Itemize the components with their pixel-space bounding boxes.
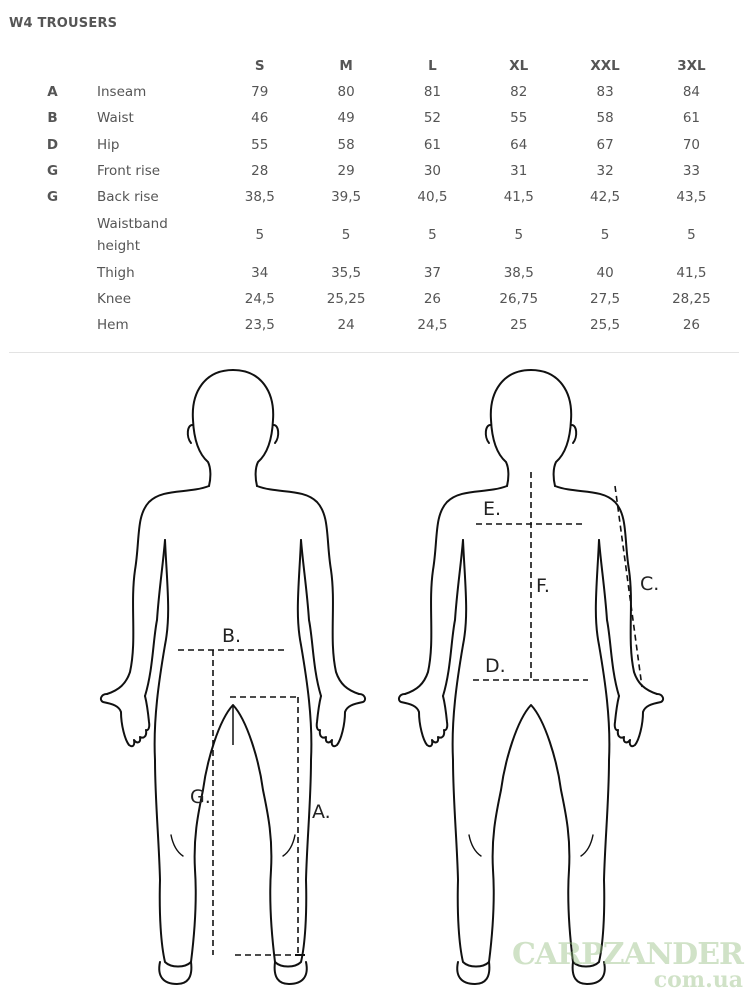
label-g: G. <box>190 786 211 808</box>
table-row-thigh <box>28 259 740 285</box>
value-cell: 42,5 <box>590 189 621 206</box>
label-d: D. <box>485 655 506 677</box>
table-row-front-rise <box>28 158 740 184</box>
value-cell: 28 <box>251 163 269 180</box>
value-cell: 55 <box>510 110 528 127</box>
table-row-waist <box>28 105 740 131</box>
value-cell: 41,5 <box>676 264 707 281</box>
page-title: W4 TROUSERS <box>9 16 118 31</box>
value-cell: 39,5 <box>331 189 362 206</box>
size-header-s: S <box>254 57 265 74</box>
header-name-blank <box>77 52 222 79</box>
table-row-hip <box>28 132 740 158</box>
value-cell: 25,5 <box>590 317 621 334</box>
measure-name-line2: height <box>97 237 141 254</box>
size-header-row <box>28 52 740 79</box>
label-f: F. <box>536 575 550 597</box>
value-cell: 23,5 <box>244 317 275 334</box>
size-header-3xl: 3XL <box>677 57 706 74</box>
measure-code <box>28 259 77 285</box>
value-cell: 67 <box>596 136 614 153</box>
value-cell: 49 <box>337 110 355 127</box>
value-cell: 5 <box>255 226 265 243</box>
watermark-logo <box>511 937 743 993</box>
value-cell: 38,5 <box>503 264 534 281</box>
value-cell: 24,5 <box>244 290 275 307</box>
size-header-xxl: XXL <box>590 57 620 74</box>
watermark-line2: com.ua <box>653 967 743 993</box>
measurement-diagram <box>0 355 755 1000</box>
value-cell: 83 <box>596 84 614 101</box>
measure-code: D <box>46 136 59 153</box>
measure-code: B <box>47 110 58 127</box>
value-cell: 40 <box>596 264 614 281</box>
measure-name <box>77 210 222 259</box>
value-cell: 52 <box>423 110 442 127</box>
value-cell: 26 <box>423 290 442 307</box>
size-chart-table <box>28 52 740 338</box>
label-b: B. <box>222 625 242 647</box>
value-cell: 70 <box>682 136 701 153</box>
table-row-knee <box>28 286 740 312</box>
value-cell: 24,5 <box>417 317 448 334</box>
value-cell: 64 <box>510 136 528 153</box>
measure-code <box>28 286 77 312</box>
value-cell: 41,5 <box>503 189 534 206</box>
table-row-waistband-height <box>28 210 740 259</box>
measure-name: Knee <box>97 290 132 307</box>
value-cell: 31 <box>510 163 528 180</box>
label-e: E. <box>483 498 502 520</box>
value-cell: 5 <box>514 226 524 243</box>
value-cell: 79 <box>251 84 269 101</box>
value-cell: 5 <box>428 226 437 243</box>
value-cell: 37 <box>423 264 442 281</box>
value-cell: 43,5 <box>676 189 707 206</box>
table-row-hem <box>28 312 740 338</box>
value-cell: 5 <box>341 226 351 243</box>
measure-name: Waist <box>97 110 134 127</box>
value-cell: 58 <box>337 136 355 153</box>
value-cell: 26,75 <box>499 290 539 307</box>
table-row-inseam <box>28 79 740 105</box>
value-cell: 46 <box>251 110 269 127</box>
measure-code <box>28 210 77 259</box>
sleeve-measure-line <box>615 486 642 687</box>
measure-name: Back rise <box>97 189 159 206</box>
value-cell: 58 <box>596 110 614 127</box>
measure-code: A <box>47 84 58 101</box>
value-cell: 61 <box>682 110 701 127</box>
label-c: C. <box>640 573 660 595</box>
value-cell: 24 <box>337 317 355 334</box>
value-cell: 26 <box>682 317 701 334</box>
value-cell: 84 <box>682 84 701 101</box>
measure-name: Front rise <box>97 163 161 180</box>
value-cell: 33 <box>682 163 701 180</box>
value-cell: 40,5 <box>417 189 448 206</box>
size-header-xl: XL <box>509 57 529 74</box>
measure-code: G <box>46 189 59 206</box>
section-divider <box>9 352 739 353</box>
value-cell: 61 <box>423 136 442 153</box>
value-cell: 34 <box>251 264 269 281</box>
front-body-figure <box>101 370 365 984</box>
value-cell: 32 <box>596 163 614 180</box>
value-cell: 55 <box>251 136 269 153</box>
value-cell: 5 <box>600 226 610 243</box>
value-cell: 82 <box>510 84 528 101</box>
value-cell: 27,5 <box>590 290 621 307</box>
header-code-blank <box>28 52 77 79</box>
label-a: A. <box>312 801 331 823</box>
watermark-line1: CARPZANDER <box>511 937 743 972</box>
value-cell: 30 <box>423 163 442 180</box>
value-cell: 29 <box>337 163 355 180</box>
value-cell: 80 <box>337 84 355 101</box>
measure-code <box>28 312 77 338</box>
value-cell: 81 <box>423 84 442 101</box>
measure-name: Hip <box>97 136 120 153</box>
value-cell: 5 <box>687 226 696 243</box>
measure-name: Hem <box>97 317 129 334</box>
value-cell: 25,25 <box>326 290 366 307</box>
size-header-l: L <box>428 57 437 74</box>
value-cell: 25 <box>510 317 528 334</box>
measure-name: Inseam <box>97 84 147 101</box>
measure-name: Thigh <box>97 264 135 281</box>
measure-name-line1: Waistband <box>97 215 168 232</box>
value-cell: 28,25 <box>672 290 711 307</box>
table-row-back-rise <box>28 184 740 210</box>
value-cell: 38,5 <box>244 189 275 206</box>
value-cell: 35,5 <box>331 264 362 281</box>
size-header-m: M <box>339 57 353 74</box>
measure-code: G <box>46 163 59 180</box>
